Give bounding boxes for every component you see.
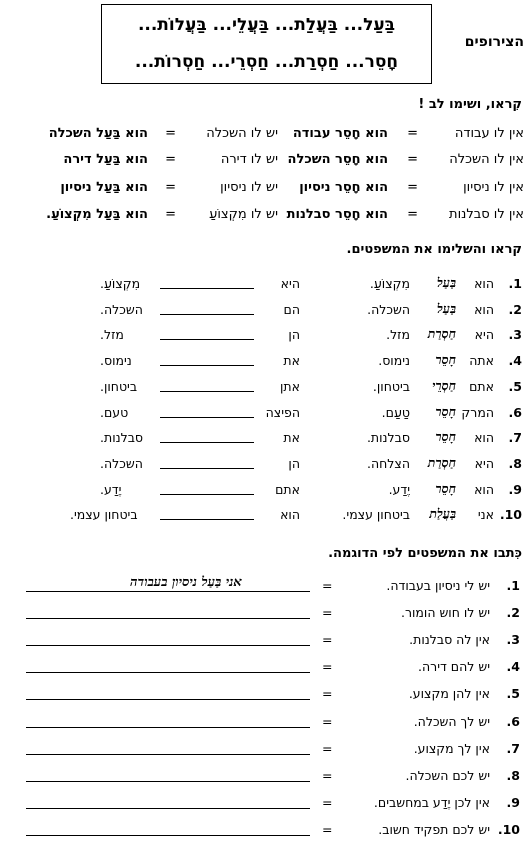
s3-equals: = <box>322 686 333 701</box>
phrases-box <box>101 4 432 84</box>
answer-line[interactable] <box>26 835 310 836</box>
section1-heading: קִראו, ושימו לב ! <box>418 97 522 112</box>
s3-equals: = <box>322 605 333 620</box>
answer-line[interactable] <box>26 781 310 782</box>
s1-equals: = <box>407 180 418 195</box>
answer-blank[interactable] <box>160 339 254 340</box>
sentence-subject: הוא <box>474 302 494 317</box>
handwritten-answer: חַסְרֵי <box>432 378 456 393</box>
s1-equals: = <box>407 207 418 222</box>
sentence-subject: המרק <box>461 405 494 420</box>
item-number: 3. <box>506 632 520 647</box>
handwritten-answer: חַסְרַת <box>427 326 456 341</box>
sentence-end: השכלה. <box>100 302 143 317</box>
s1-equals: = <box>407 152 418 167</box>
answer-line[interactable] <box>26 591 310 592</box>
sentence-end: סבלנות. <box>100 430 144 445</box>
s1-cond-right: אין לו השכלה <box>449 152 524 167</box>
item-number: 7. <box>508 430 522 445</box>
answer-blank[interactable] <box>160 365 254 366</box>
sentence-subject: הוא <box>474 430 494 445</box>
sentence-subject: אני <box>477 507 494 522</box>
handwritten-answer: בַּעֲלַת <box>429 506 456 521</box>
handwritten-answer: בַּעַל <box>437 301 456 316</box>
sentence-end: ביטחון. <box>100 379 138 394</box>
pronoun: אתן <box>280 379 300 394</box>
handwritten-answer: בַּעַל <box>437 275 456 290</box>
section2-heading: קראו והשלימו את המשפטים. <box>346 242 522 257</box>
source-sentence: אין לכן יֶדַע במחשבים. <box>373 795 490 810</box>
pronoun: הפיצה <box>265 405 300 420</box>
s1-cond-left: יש לו ניסיון <box>220 180 278 195</box>
s1-equals: = <box>407 126 418 141</box>
answer-line[interactable] <box>26 672 310 673</box>
source-sentence: יש לכם תפקיד חשוב. <box>378 822 490 837</box>
source-sentence: יש לך השכלה. <box>413 714 490 729</box>
s1-cond-right: אין לו עבודה <box>454 126 524 141</box>
s1-cond-left: יש לו השכלה <box>206 126 278 141</box>
answer-line[interactable] <box>26 808 310 809</box>
source-sentence: אין להן מקצוע. <box>408 686 490 701</box>
sentence-object: ביטחון. <box>372 379 410 394</box>
sentence-object: השכלה. <box>367 302 410 317</box>
sentence-object: נימוס. <box>378 353 410 368</box>
answer-line[interactable] <box>26 727 310 728</box>
pronoun: את <box>283 353 300 368</box>
sentence-subject: אתם <box>469 379 494 394</box>
sentence-subject: הוא <box>474 482 494 497</box>
handwritten-answer: חָסֵר <box>435 404 456 419</box>
s3-equals: = <box>322 795 333 810</box>
s3-equals: = <box>322 632 333 647</box>
s1-equals: = <box>165 152 176 167</box>
answer-blank[interactable] <box>160 314 254 315</box>
sentence-end: השכלה. <box>100 456 143 471</box>
handwritten-answer: חָסֵר <box>435 352 456 367</box>
answer-line[interactable] <box>26 754 310 755</box>
s3-equals: = <box>322 741 333 756</box>
s1-phrase-haser: הוא חָסֵר השכלה <box>287 152 388 167</box>
handwritten-answer: חַסְרַת <box>427 455 456 470</box>
item-number: 8. <box>508 456 522 471</box>
item-number: 2. <box>508 302 522 317</box>
item-number: 8. <box>506 768 520 783</box>
item-number: 6. <box>506 714 520 729</box>
sentence-object: הצלחה. <box>367 456 410 471</box>
sentence-end: מִקְצוֹעַ. <box>100 276 141 291</box>
s1-phrase-baal: הוא בַּעַל מִקְצוֹעַ. <box>46 207 148 222</box>
item-number: 7. <box>506 741 520 756</box>
pronoun: הן <box>288 327 300 342</box>
sentence-end: טעם. <box>100 405 129 420</box>
source-sentence: אין לה סבלנות. <box>409 632 490 647</box>
item-number: 6. <box>508 405 522 420</box>
s1-equals: = <box>165 180 176 195</box>
answer-blank[interactable] <box>160 288 254 289</box>
s1-cond-left: יש לו דירה <box>220 152 278 167</box>
answer-line[interactable] <box>26 618 310 619</box>
sentence-object: מִקְצוֹעַ. <box>369 276 410 291</box>
sentence-end: מזל. <box>100 327 124 342</box>
sentence-subject: אתה <box>469 353 494 368</box>
pronoun: את <box>283 430 300 445</box>
answer-line[interactable] <box>26 699 310 700</box>
handwritten-answer: חָסֵר <box>435 481 456 496</box>
s1-cond-right: אין לו סבלנות <box>449 207 524 222</box>
handwritten-answer: חָסֵר <box>435 429 456 444</box>
item-number: 1. <box>506 578 520 593</box>
s1-phrase-haser: הוא חָסֵר ניסיון <box>299 180 388 195</box>
sentence-object: סבלנות. <box>366 430 410 445</box>
item-number: 10. <box>499 507 522 522</box>
s3-equals: = <box>322 578 333 593</box>
pronoun: הוא <box>280 507 300 522</box>
item-number: 1. <box>508 276 522 291</box>
item-number: 9. <box>508 482 522 497</box>
item-number: 4. <box>508 353 522 368</box>
sentence-end: נימוס. <box>100 353 132 368</box>
item-number: 5. <box>506 686 520 701</box>
s3-equals: = <box>322 822 333 837</box>
example-answer: אני בַּעַל ניסיון בעבודה <box>130 575 242 590</box>
pronoun: הן <box>288 456 300 471</box>
pronoun: היא <box>280 276 300 291</box>
sentence-end: יֶדַע. <box>100 482 122 497</box>
sentence-object: ביטחון עצמי. <box>342 507 410 522</box>
source-sentence: יש להם דירה. <box>418 659 490 674</box>
pronoun: הם <box>283 302 300 317</box>
item-number: 3. <box>508 327 522 342</box>
item-number: 10. <box>497 822 520 837</box>
answer-blank[interactable] <box>160 442 254 443</box>
s1-phrase-baal: הוא בַּעַל דירה <box>63 152 148 167</box>
answer-blank[interactable] <box>160 494 254 495</box>
s3-equals: = <box>322 659 333 674</box>
sentence-object: טַעַם. <box>381 405 410 420</box>
s1-phrase-baal: הוא בַּעַל השכלה <box>48 126 148 141</box>
source-sentence: יש לכם השכלה. <box>405 768 490 783</box>
s3-equals: = <box>322 714 333 729</box>
sentence-subject: היא <box>474 327 494 342</box>
page-title: הצירופים <box>464 34 524 50</box>
source-sentence: יש לו חוש הומור. <box>400 605 490 620</box>
s1-equals: = <box>165 207 176 222</box>
sentence-subject: הוא <box>474 276 494 291</box>
s1-equals: = <box>165 126 176 141</box>
box-row-haser: חָסֵר... חַסְרַת... חַסְרֵי... חַסְרוֹת... <box>134 52 399 72</box>
answer-blank[interactable] <box>160 417 254 418</box>
item-number: 9. <box>506 795 520 810</box>
sentence-end: ביטחון עצמי. <box>70 507 138 522</box>
sentence-object: מזל. <box>386 327 410 342</box>
answer-blank[interactable] <box>160 519 254 520</box>
item-number: 5. <box>508 379 522 394</box>
s1-cond-left: יש לו מִקְצוֹעַ <box>209 207 278 222</box>
s1-phrase-baal: הוא בַּעַל ניסיון <box>60 180 148 195</box>
s1-phrase-haser: הוא חָסֵר סבלנות <box>286 207 388 222</box>
source-sentence: אין לך מקצוע. <box>413 741 490 756</box>
pronoun: אתם <box>275 482 300 497</box>
sentence-subject: היא <box>474 456 494 471</box>
answer-blank[interactable] <box>160 468 254 469</box>
s3-equals: = <box>322 768 333 783</box>
box-row-baal: בַּעַל... בַּעֲלַת... בַּעֲלֵי... בַּעֲלוֹת... <box>137 15 396 35</box>
answer-line[interactable] <box>26 645 310 646</box>
s1-cond-right: אין לו ניסיון <box>463 180 524 195</box>
answer-blank[interactable] <box>160 391 254 392</box>
item-number: 4. <box>506 659 520 674</box>
item-number: 2. <box>506 605 520 620</box>
section3-heading: כִּתבו את המשפטים לפי הדוגמה. <box>328 546 522 561</box>
sentence-object: יֶדַע. <box>388 482 410 497</box>
s1-phrase-haser: הוא חָסֵר עבודה <box>292 126 388 141</box>
source-sentence: יש לי ניסיון בעבודה. <box>386 578 490 593</box>
